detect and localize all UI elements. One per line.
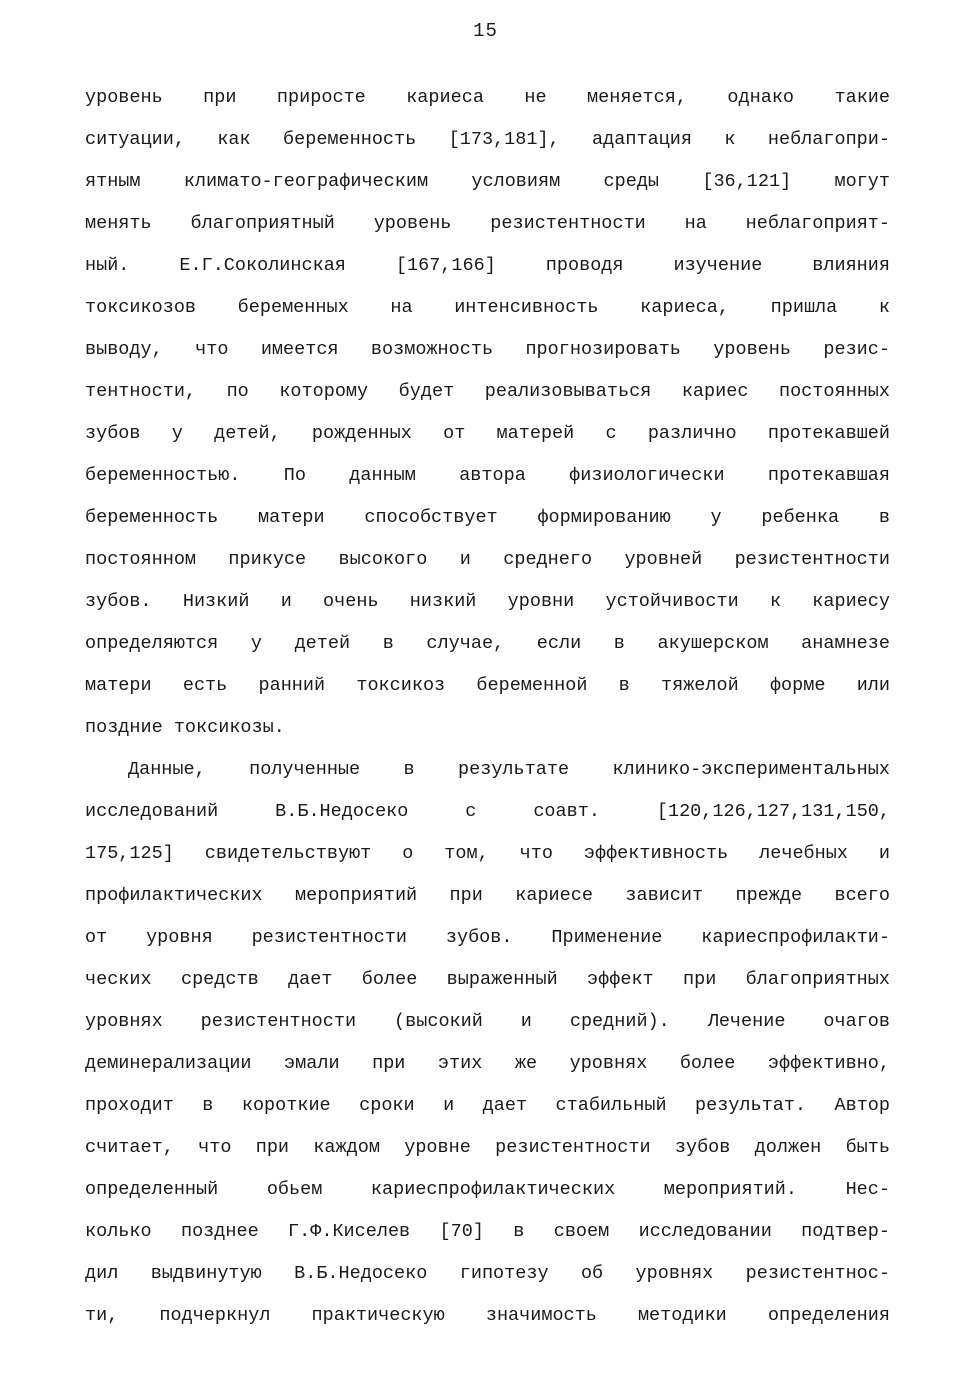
text-line: профилактических мероприятий при кариесе зависит прежде всего: [85, 885, 890, 906]
text-line: тентности, по которому будет реализовываться кариес постоянных: [85, 381, 890, 402]
text-line: выводу, что имеется возможность прогнозировать уровень резис-: [85, 339, 890, 360]
text-line: ный. Е.Г.Соколинская [167,166] проводя изучение влияния: [85, 255, 890, 276]
text-line: уровень при приросте кариеса не меняется, однако такие: [85, 87, 890, 108]
text-line: ти, подчеркнул практическую значимость методики определения: [85, 1305, 890, 1326]
text-line: исследований В.Б.Недосеко с соавт. [120,126,127,131,150,: [85, 801, 890, 822]
text-line: токсикозов беременных на интенсивность кариеса, пришла к: [85, 297, 890, 318]
text-line: от уровня резистентности зубов. Применение кариеспрофилакти-: [85, 927, 890, 948]
text-line: колько позднее Г.Ф.Киселев [70] в своем исследовании подтвер-: [85, 1221, 890, 1242]
text-line: ятным климато-географическим условиям среды [36,121] могут: [85, 171, 890, 192]
text-line: поздние токсикозы.: [85, 717, 285, 738]
text-line: ческих средств дает более выраженный эффект при благоприятных: [85, 969, 890, 990]
text-line: зубов. Низкий и очень низкий уровни устойчивости к кариесу: [85, 591, 890, 612]
text-line: определяются у детей в случае, если в акушерском анамнезе: [85, 633, 890, 654]
text-line: проходит в короткие сроки и дает стабильный результат. Автор: [85, 1095, 890, 1116]
text-line: беременность матери способствует формированию у ребенка в: [85, 507, 890, 528]
text-line: зубов у детей, рожденных от матерей с различно протекавшей: [85, 423, 890, 444]
text-line: ситуации, как беременность [173,181], адаптация к неблагопри-: [85, 129, 890, 150]
text-line: матери есть ранний токсикоз беременной в тяжелой форме или: [85, 675, 890, 696]
text-line: определенный обьем кариеспрофилактических мероприятий. Нес-: [85, 1179, 890, 1200]
page-number: 15: [473, 20, 498, 42]
text-line: дил выдвинутую В.Б.Недосеко гипотезу об уровнях резистентнос-: [85, 1263, 890, 1284]
text-line: деминерализации эмали при этих же уровнях более эффективно,: [85, 1053, 890, 1074]
text-line: менять благоприятный уровень резистентности на неблагоприят-: [85, 213, 890, 234]
text-line: постоянном прикусе высокого и среднего уровней резистентности: [85, 549, 890, 570]
text-line: считает, что при каждом уровне резистентности зубов должен быть: [85, 1137, 890, 1158]
text-line: Данные, полученные в результате клинико-экспериментальных: [128, 759, 890, 780]
text-line: 175,125] свидетельствуют о том, что эффективность лечебных и: [85, 843, 890, 864]
text-line: беременностью. По данным автора физиологически протекавшая: [85, 465, 890, 486]
text-line: уровнях резистентности (высокий и средний). Лечение очагов: [85, 1011, 890, 1032]
